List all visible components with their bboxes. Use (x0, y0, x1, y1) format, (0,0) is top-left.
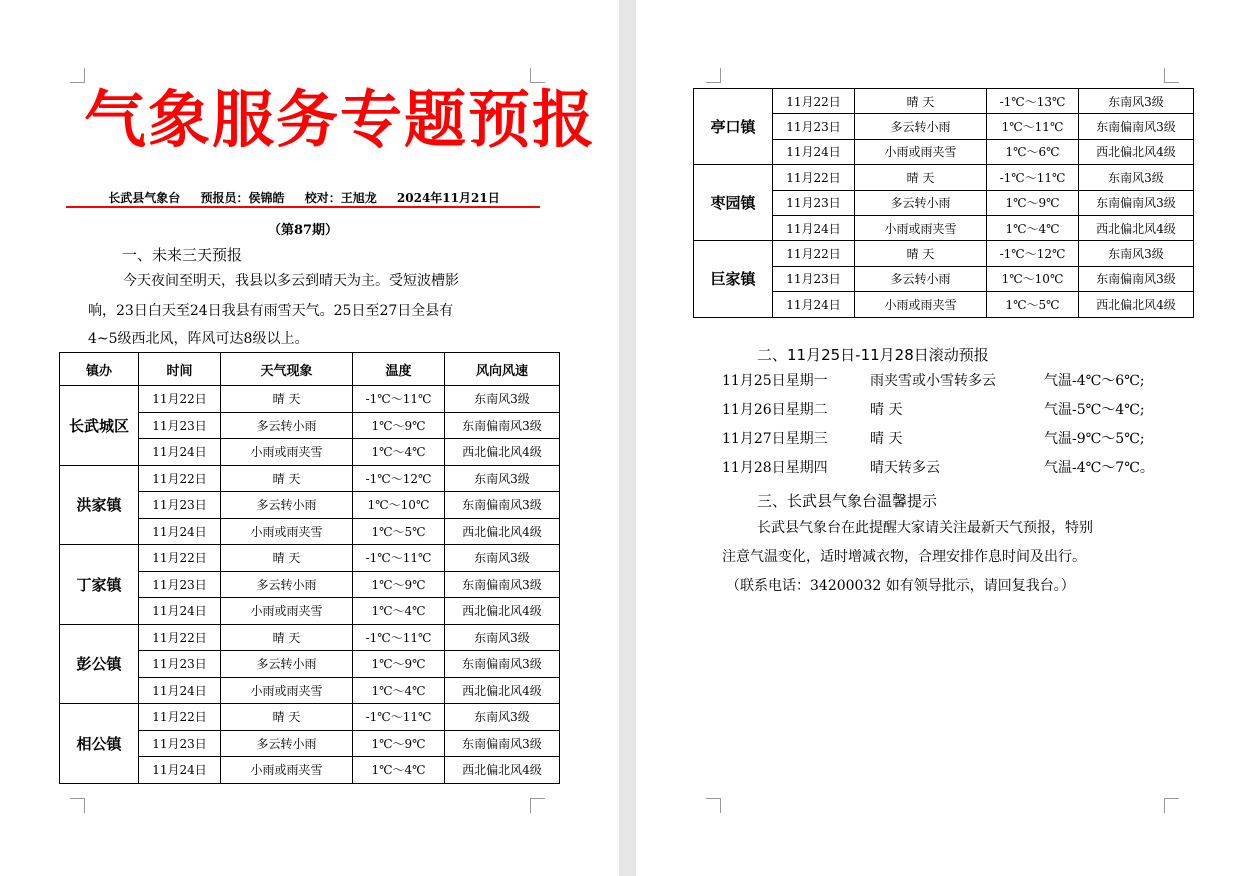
wind-cell: 东南偏南风3级 (445, 412, 560, 439)
temp-cell: -1℃～12℃ (987, 241, 1079, 266)
date-cell: 11月24日 (139, 677, 221, 704)
wind-cell: 西北偏北风4级 (1079, 139, 1194, 164)
crop-mark (706, 68, 721, 83)
weather-cell: 晴 天 (221, 545, 353, 572)
temp-cell: 1℃～10℃ (987, 266, 1079, 291)
date-cell: 11月24日 (139, 757, 221, 784)
weather-cell: 晴 天 (855, 89, 987, 114)
crop-mark (70, 68, 85, 83)
wind-cell: 东南偏南风3级 (445, 651, 560, 678)
weather-cell: 多云转小雨 (855, 266, 987, 291)
crop-mark (1164, 798, 1179, 813)
town-cell: 枣园镇 (694, 165, 773, 241)
wind-cell: 西北偏北风4级 (1079, 215, 1194, 240)
date-cell: 11月23日 (139, 651, 221, 678)
wind-cell: 西北偏北风4级 (1079, 292, 1194, 317)
table-row (60, 386, 560, 413)
temp-cell: -1℃～11℃ (353, 624, 445, 651)
wind-cell: 东南偏南风3级 (445, 730, 560, 757)
crop-mark (530, 798, 545, 813)
date-cell: 11月24日 (773, 215, 855, 240)
date-cell: 11月24日 (139, 439, 221, 466)
temp-cell: -1℃～11℃ (987, 165, 1079, 190)
weather-cell: 小雨或雨夹雪 (221, 677, 353, 704)
temp-cell: 1℃～4℃ (353, 598, 445, 625)
weather-cell: 晴 天 (221, 465, 353, 492)
date-cell: 11月23日 (139, 571, 221, 598)
section-2-heading: 二、11月25日-11月28日滚动预报 (757, 346, 989, 364)
wind-cell: 东南风3级 (445, 465, 560, 492)
table-header-row (60, 353, 560, 386)
temp-cell: -1℃～11℃ (353, 704, 445, 731)
weather-cell: 晴 天 (221, 624, 353, 651)
date-cell: 11月23日 (773, 190, 855, 215)
date-cell: 11月23日 (773, 114, 855, 139)
wind-cell: 西北偏北风4级 (445, 677, 560, 704)
paragraph-line: 今天夜间至明天，我县以多云到晴天为主。受短波槽影 (123, 273, 459, 289)
date-cell: 11月22日 (139, 386, 221, 413)
table-row (60, 465, 560, 492)
rolling-weather: 晴 天 (870, 402, 903, 418)
section-3-heading: 三、长武县气象台温馨提示 (757, 492, 938, 510)
weather-cell: 多云转小雨 (221, 651, 353, 678)
date-cell: 11月23日 (139, 492, 221, 519)
rolling-temp: 气温-9℃～5℃; (1044, 431, 1145, 447)
header-cell: 镇办 (60, 353, 139, 386)
wind-cell: 东南风3级 (445, 386, 560, 413)
temp-cell: 1℃～9℃ (353, 571, 445, 598)
rolling-day: 11月27日星期三 (722, 431, 828, 447)
temp-cell: 1℃～4℃ (353, 439, 445, 466)
weather-cell: 晴 天 (855, 165, 987, 190)
header-cell: 风向风速 (445, 353, 560, 386)
paragraph-line: 4~5级西北风，阵风可达8级以上。 (88, 331, 309, 347)
forecaster: 预报员：侯锦皓 (200, 191, 285, 205)
temp-cell: 1℃～9℃ (987, 190, 1079, 215)
weather-cell: 小雨或雨夹雪 (221, 757, 353, 784)
weather-cell: 小雨或雨夹雪 (221, 518, 353, 545)
temp-cell: -1℃～11℃ (353, 386, 445, 413)
masthead-title: 气象服务专题预报 (84, 83, 597, 156)
temp-cell: 1℃～6℃ (987, 139, 1079, 164)
weather-cell: 多云转小雨 (855, 190, 987, 215)
rolling-day: 11月28日星期四 (722, 460, 828, 476)
temp-cell: 1℃～10℃ (353, 492, 445, 519)
temp-cell: 1℃～5℃ (987, 292, 1079, 317)
temp-cell: 1℃～11℃ (987, 114, 1079, 139)
wind-cell: 西北偏北风4级 (445, 439, 560, 466)
wind-cell: 西北偏北风4级 (445, 757, 560, 784)
byline (66, 189, 542, 206)
date-cell: 11月22日 (139, 704, 221, 731)
weather-cell: 多云转小雨 (855, 114, 987, 139)
table-row (60, 545, 560, 572)
crop-mark (706, 798, 721, 813)
temp-cell: -1℃～11℃ (353, 545, 445, 572)
weather-cell: 多云转小雨 (221, 412, 353, 439)
wind-cell: 东南偏南风3级 (1079, 190, 1194, 215)
table-row (694, 165, 1194, 190)
date-cell: 11月24日 (773, 292, 855, 317)
weather-cell: 小雨或雨夹雪 (855, 215, 987, 240)
temp-cell: 1℃～9℃ (353, 730, 445, 757)
contact-line: （联系电话：34200032 如有领导批示，请回复我台。） (726, 578, 1075, 594)
date-cell: 11月23日 (139, 412, 221, 439)
temp-cell: 1℃～4℃ (987, 215, 1079, 240)
weather-cell: 多云转小雨 (221, 571, 353, 598)
temp-cell: -1℃～12℃ (353, 465, 445, 492)
wind-cell: 东南风3级 (1079, 165, 1194, 190)
wind-cell: 东南风3级 (445, 704, 560, 731)
wind-cell: 西北偏北风4级 (445, 598, 560, 625)
town-cell: 彭公镇 (60, 624, 139, 704)
paragraph-line: 响，23日白天至24日我县有雨雪天气。25日至27日全县有 (88, 303, 454, 319)
wind-cell: 东南偏南风3级 (1079, 114, 1194, 139)
header-cell: 温度 (353, 353, 445, 386)
document-page-1 (0, 0, 619, 876)
weather-cell: 晴 天 (221, 386, 353, 413)
crop-mark (1164, 68, 1179, 83)
date-cell: 11月24日 (773, 139, 855, 164)
header-cell: 天气现象 (221, 353, 353, 386)
issue-number: （第87期） (267, 223, 339, 238)
table-row (694, 241, 1194, 266)
date-cell: 11月24日 (139, 518, 221, 545)
weather-cell: 多云转小雨 (221, 492, 353, 519)
wind-cell: 东南风3级 (445, 545, 560, 572)
date-cell: 11月24日 (139, 598, 221, 625)
paragraph-line: 注意气温变化，适时增减衣物，合理安排作息时间及出行。 (722, 549, 1086, 565)
temp-cell: 1℃～4℃ (353, 757, 445, 784)
table-row (60, 624, 560, 651)
table-row (60, 704, 560, 731)
date-cell: 11月23日 (139, 730, 221, 757)
rolling-weather: 晴天转多云 (870, 460, 940, 476)
wind-cell: 东南风3级 (445, 624, 560, 651)
rolling-day: 11月25日星期一 (722, 373, 828, 389)
town-cell: 亭口镇 (694, 89, 773, 165)
temp-cell: 1℃～4℃ (353, 677, 445, 704)
date-cell: 11月22日 (773, 165, 855, 190)
date-cell: 11月22日 (139, 624, 221, 651)
rolling-day: 11月26日星期二 (722, 402, 828, 418)
wind-cell: 东南偏南风3级 (445, 571, 560, 598)
wind-cell: 西北偏北风4级 (445, 518, 560, 545)
date-cell: 11月22日 (773, 241, 855, 266)
wind-cell: 东南偏南风3级 (1079, 266, 1194, 291)
crop-mark (70, 798, 85, 813)
issue-date: 2024年11月21日 (396, 191, 500, 205)
header-cell: 时间 (139, 353, 221, 386)
wind-cell: 东南风3级 (1079, 241, 1194, 266)
weather-cell: 多云转小雨 (221, 730, 353, 757)
red-divider (66, 206, 540, 208)
weather-cell: 晴 天 (855, 241, 987, 266)
forecast-table-right (693, 88, 1194, 318)
town-cell: 洪家镇 (60, 465, 139, 545)
temp-cell: 1℃～9℃ (353, 412, 445, 439)
paragraph-line: 长武县气象台在此提醒大家请关注最新天气预报，特别 (757, 520, 1093, 536)
reviewer: 校对：王旭龙 (304, 191, 377, 205)
forecast-table-left (59, 352, 560, 784)
rolling-weather: 雨夹雪或小雪转多云 (870, 373, 996, 389)
date-cell: 11月22日 (139, 465, 221, 492)
weather-cell: 小雨或雨夹雪 (221, 598, 353, 625)
weather-cell: 小雨或雨夹雪 (855, 292, 987, 317)
wind-cell: 东南风3级 (1079, 89, 1194, 114)
date-cell: 11月22日 (773, 89, 855, 114)
date-cell: 11月22日 (139, 545, 221, 572)
town-cell: 相公镇 (60, 704, 139, 784)
table-row (694, 89, 1194, 114)
town-cell: 长武城区 (60, 386, 139, 466)
temp-cell: -1℃～13℃ (987, 89, 1079, 114)
temp-cell: 1℃～9℃ (353, 651, 445, 678)
town-cell: 巨家镇 (694, 241, 773, 317)
date-cell: 11月23日 (773, 266, 855, 291)
section-1-heading: 一、未来三天预报 (122, 246, 243, 264)
temp-cell: 1℃～5℃ (353, 518, 445, 545)
weather-cell: 小雨或雨夹雪 (855, 139, 987, 164)
rolling-temp: 气温-5℃～4℃; (1044, 402, 1145, 418)
wind-cell: 东南偏南风3级 (445, 492, 560, 519)
rolling-temp: 气温-4℃～7℃。 (1044, 460, 1154, 476)
weather-cell: 晴 天 (221, 704, 353, 731)
rolling-weather: 晴 天 (870, 431, 903, 447)
weather-cell: 小雨或雨夹雪 (221, 439, 353, 466)
station-name: 长武县气象台 (108, 191, 181, 205)
rolling-temp: 气温-4℃～6℃; (1044, 373, 1145, 389)
town-cell: 丁家镇 (60, 545, 139, 625)
